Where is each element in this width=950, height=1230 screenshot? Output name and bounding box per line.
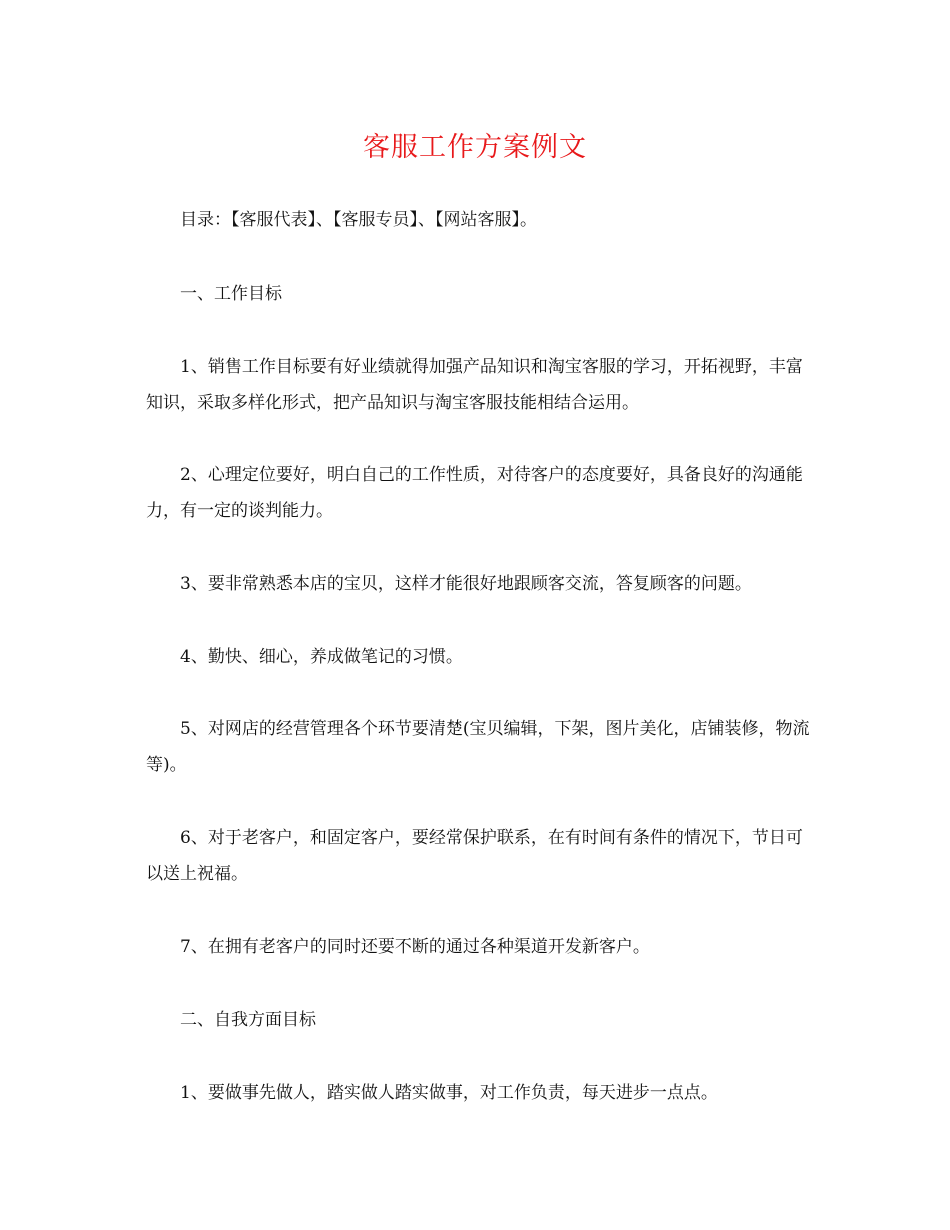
paragraph-item-2: 2、心理定位要好，明白自己的工作性质，对待客户的态度要好，具备良好的沟通能力，有一定的谈判能力。 [146, 465, 803, 521]
paragraph-item-1: 1、销售工作目标要有好业绩就得加强产品知识和淘宝客服的学习，开拓视野，丰富知识，采取多样化形式，把产品知识与淘宝客服技能相结合运用。 [146, 357, 803, 413]
paragraph-item-4: 4、勤快、细心，养成做笔记的习惯。 [180, 647, 463, 667]
section-heading-self-goals: 二、自我方面目标 [180, 1010, 316, 1030]
paragraph-item-7: 7、在拥有老客户的同时还要不断的通过各种渠道开发新客户。 [180, 937, 650, 957]
paragraph-item-6: 6、对于老客户，和固定客户，要经常保护联系，在有时间有条件的情况下，节日可以送上祝福。 [146, 828, 803, 884]
section-heading-work-goals: 一、工作目标 [180, 284, 282, 304]
document-title: 客服工作方案例文 [363, 132, 587, 163]
paragraph-item-3: 3、要非常熟悉本店的宝贝，这样才能很好地跟顾客交流，答复顾客的问题。 [180, 574, 752, 594]
table-of-contents: 目录：【客服代表】、【客服专员】、【网站客服】。 [180, 210, 537, 230]
paragraph-self-item-1: 1、要做事先做人，踏实做人踏实做事，对工作负责，每天进步一点点。 [180, 1083, 718, 1103]
paragraph-item-5: 5、对网店的经营管理各个环节要清楚(宝贝编辑，下架，图片美化，店铺装修，物流等)。 [146, 719, 810, 775]
